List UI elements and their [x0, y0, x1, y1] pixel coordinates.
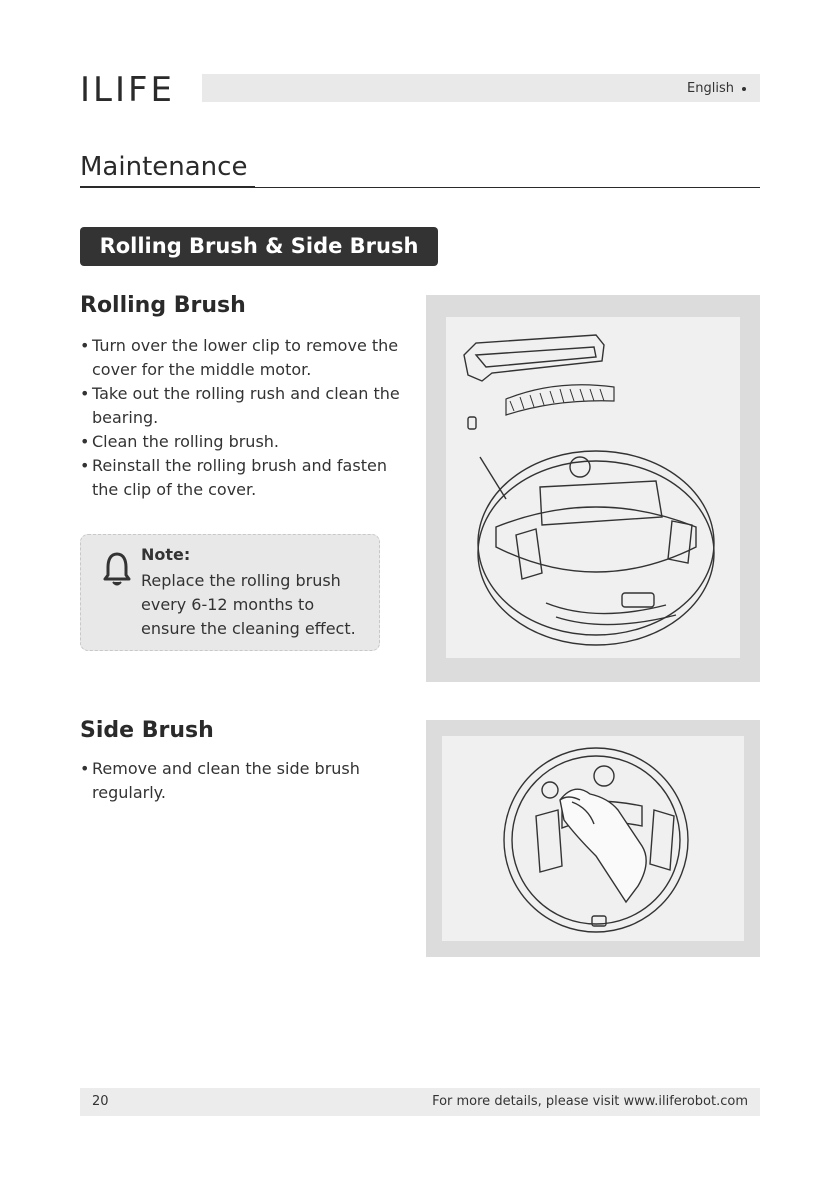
side-brush-heading: Side Brush — [80, 718, 214, 743]
list-item: • Reinstall the rolling brush and fasten the clip of the cover. — [80, 454, 400, 502]
note-label: Note: — [141, 545, 191, 564]
page-number: 20 — [92, 1094, 109, 1109]
robot-vacuum-rolling-brush-image — [446, 317, 740, 658]
list-item: • Take out the rolling rush and clean the bearing. — [80, 382, 400, 430]
bell-icon — [101, 551, 133, 587]
title-underline — [80, 186, 255, 188]
brand-logo: ILIFE — [80, 70, 176, 110]
language-label[interactable]: English — [687, 81, 734, 96]
list-item: • Remove and clean the side brush regularly. — [80, 757, 400, 805]
rolling-brush-illustration — [426, 295, 760, 682]
rolling-brush-steps — [80, 334, 400, 502]
list-item: • Turn over the lower clip to remove the cover for the middle motor. — [80, 334, 400, 382]
rolling-brush-heading: Rolling Brush — [80, 293, 246, 318]
list-item: • Clean the rolling brush. — [80, 430, 400, 454]
footer-bar — [80, 1088, 760, 1116]
robot-vacuum-side-brush-image — [442, 736, 744, 941]
note-box — [80, 534, 380, 651]
language-dot-icon — [742, 87, 746, 91]
section-banner: Rolling Brush & Side Brush — [80, 227, 438, 266]
side-brush-steps — [80, 757, 400, 805]
note-text: Replace the rolling brush every 6-12 months to ensure the cleaning effect. — [141, 571, 356, 638]
footer-website-link[interactable]: For more details, please visit www.iliferobot.com — [432, 1094, 748, 1109]
side-brush-illustration — [426, 720, 760, 957]
language-bar — [202, 74, 760, 102]
page-title: Maintenance — [80, 152, 248, 182]
